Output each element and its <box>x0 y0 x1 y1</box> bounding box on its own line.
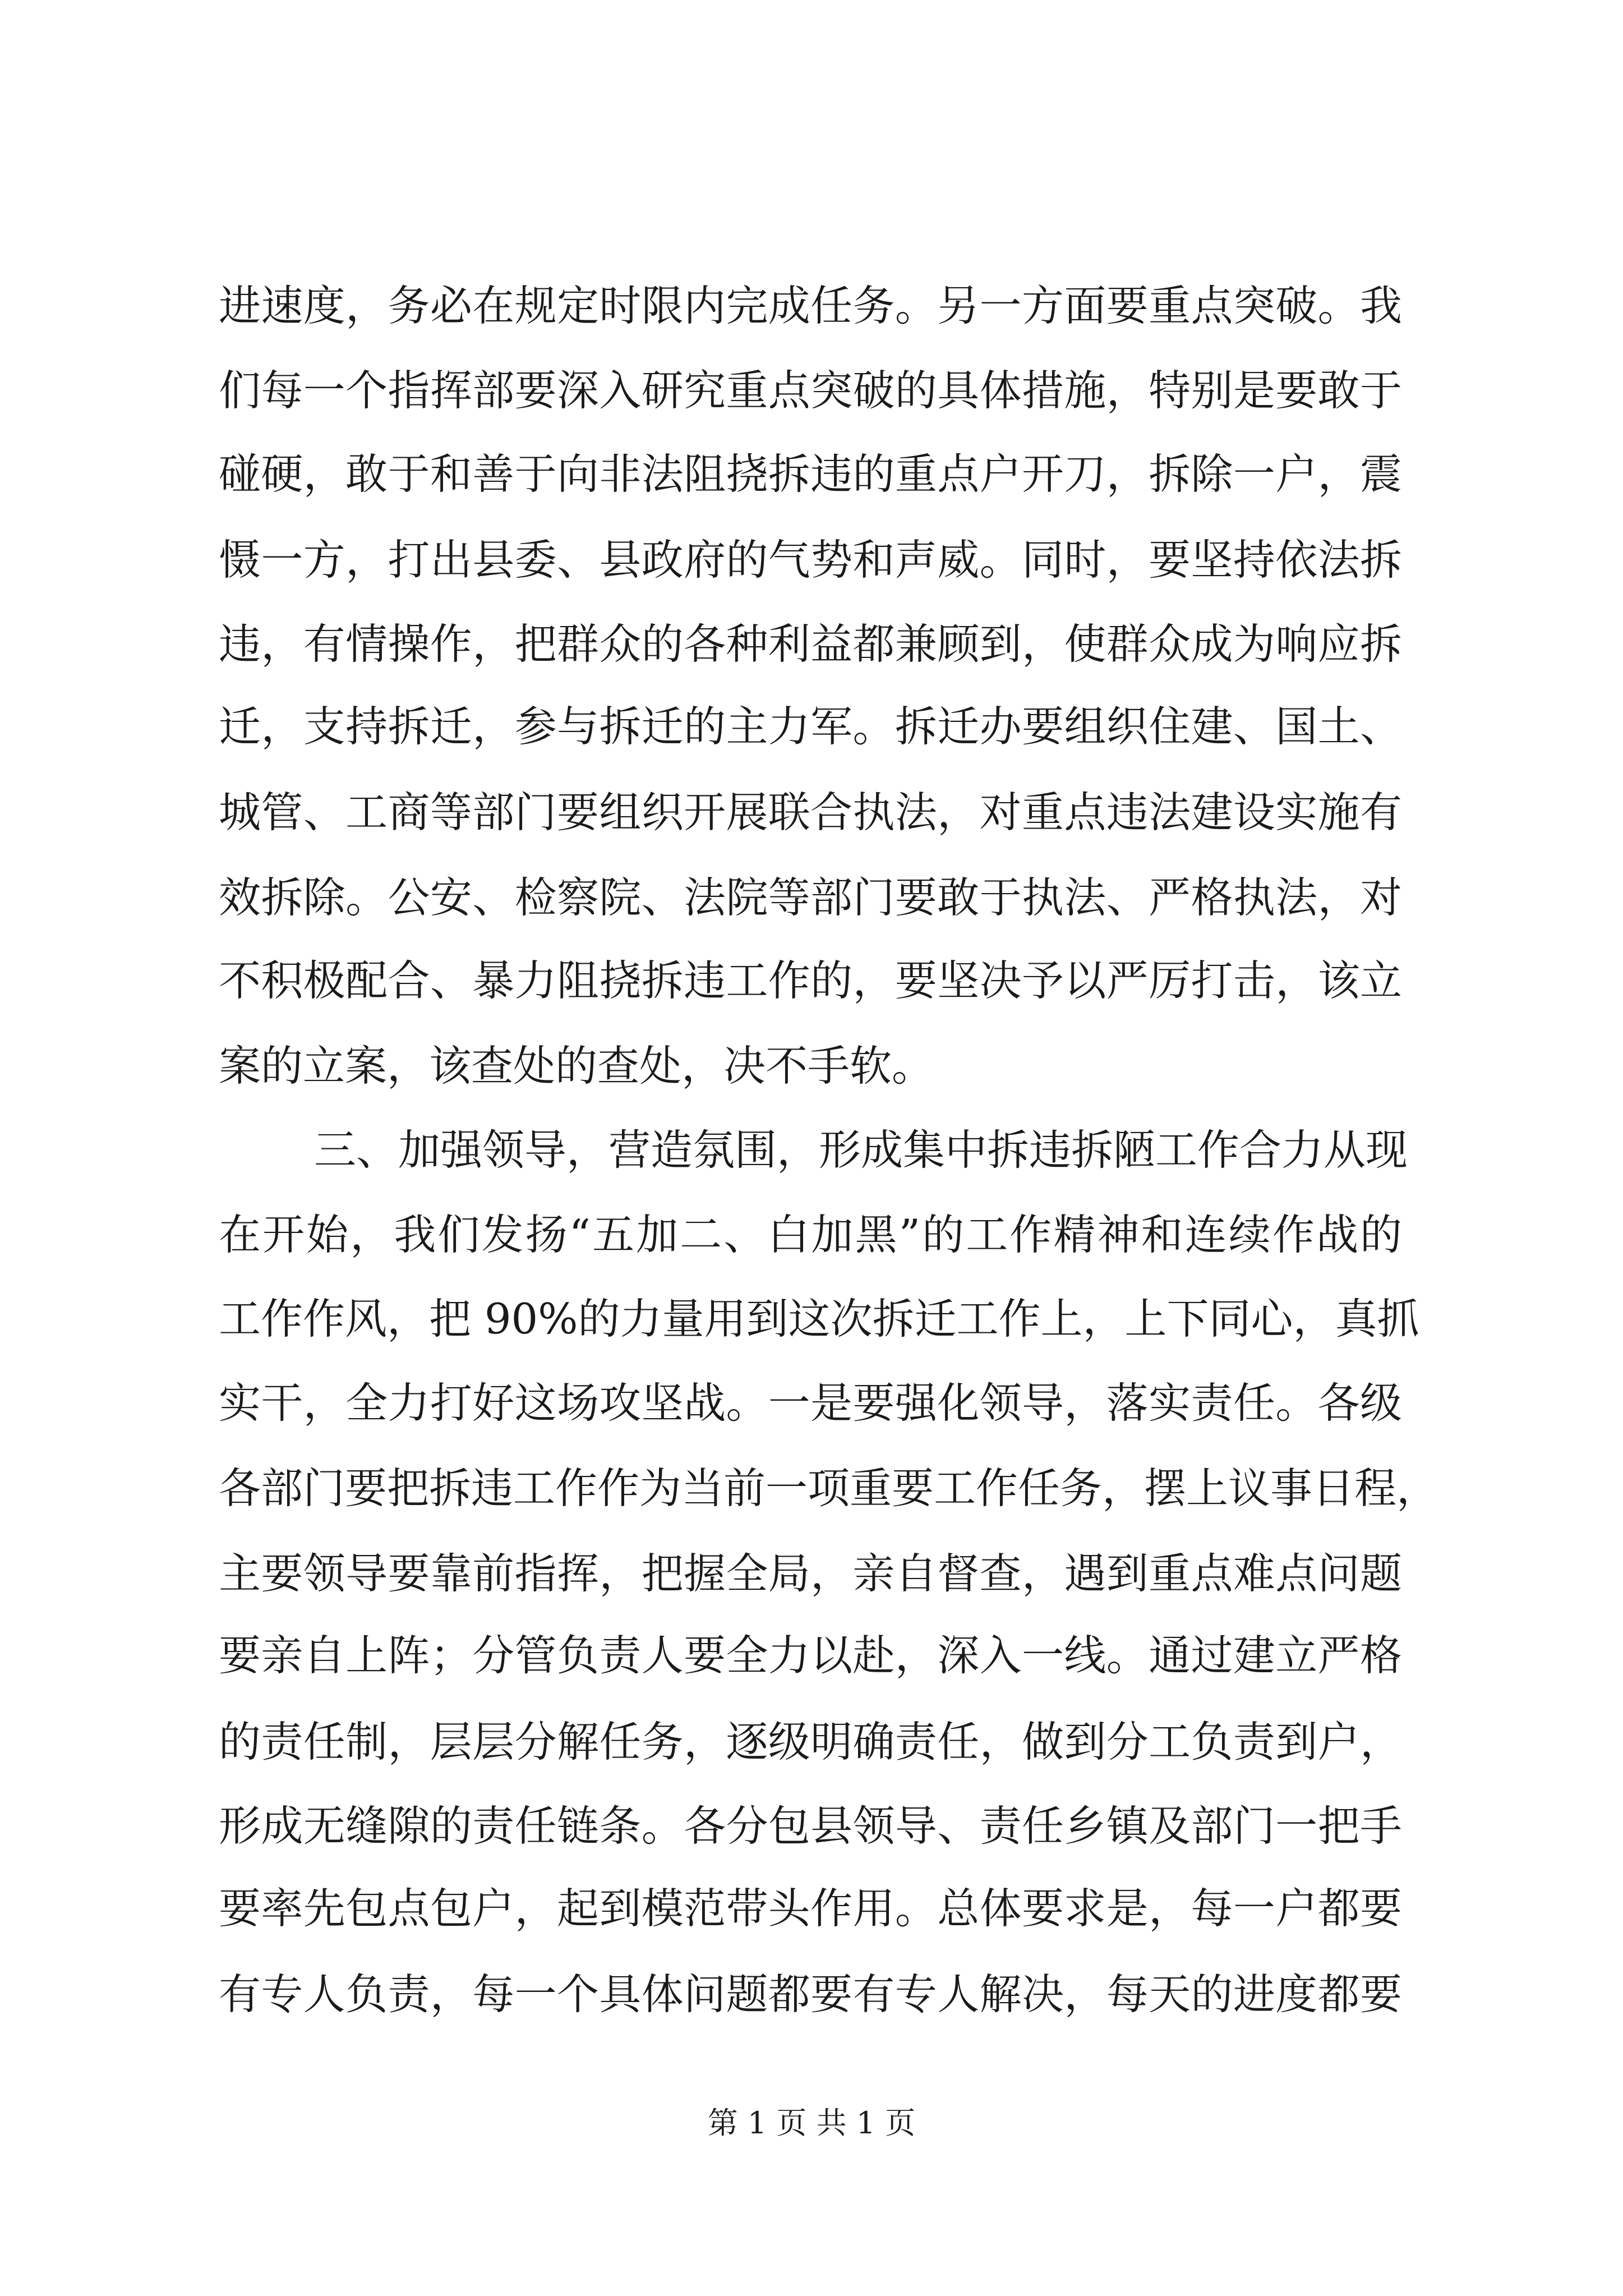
body-text-line <box>0 432 1623 516</box>
body-text-line <box>0 855 1623 940</box>
line-text: 迁，支持拆迁，参与拆迁的主力军。拆迁办要组织住建、国土、 <box>219 702 1402 751</box>
body-text-line <box>0 770 1623 854</box>
body-text-line <box>0 938 1623 1023</box>
page-footer: 第 1 页 共 1 页 <box>707 2105 916 2141</box>
body-text-line <box>0 1531 1623 1616</box>
line-text: 进速度，务必在规定时限内完成任务。另一方面要重点突破。我 <box>219 281 1402 330</box>
line-text: 主要领导要靠前指挥，把握全局，亲自督查，遇到重点难点问题 <box>219 1549 1402 1598</box>
body-text-line <box>0 1952 1623 2036</box>
body-text-line <box>0 1277 1623 1361</box>
body-text-line <box>0 684 1623 769</box>
line-text: 城管、工商等部门要组织开展联合执法，对重点违法建设实施有 <box>219 788 1402 837</box>
body-text-line <box>0 1193 1623 1277</box>
line-text: 实干，全力打好这场攻坚战。一是要强化领导，落实责任。各级 <box>219 1378 1402 1428</box>
line-text: 形成无缝隙的责任链条。各分包县领导、责任乡镇及部门一把手 <box>219 1801 1402 1851</box>
body-text-line <box>0 1446 1623 1530</box>
body-text-line <box>0 1361 1623 1445</box>
line-text: 要亲自上阵；分管负责人要全力以赴，深入一线。通过建立严格 <box>219 1631 1402 1680</box>
body-text-line <box>0 264 1623 348</box>
line-text: 工作作风，把 90%的力量用到这次拆迁工作上，上下同心，真抓 <box>219 1294 1419 1343</box>
body-text-line <box>0 602 1623 686</box>
line-text: 碰硬，敢于和善于向非法阻挠拆违的重点户开刀，拆除一户，震 <box>219 449 1402 499</box>
line-text: 案的立案，该查处的查处，决不手软。 <box>219 1041 934 1091</box>
line-text: 在开始，我们发扬“五加二、白加黑”的工作精神和连续作战的 <box>219 1210 1402 1259</box>
body-text-line <box>0 1024 1623 1108</box>
line-text: 慑一方，打出县委、县政府的气势和声威。同时，要坚持依法拆 <box>219 535 1402 585</box>
line-text: 效拆除。公安、检察院、法院等部门要敢于执法、严格执法，对 <box>219 873 1402 922</box>
body-text-line <box>0 518 1623 602</box>
line-text: 们每一个指挥部要深入研究重点突破的具体措施，特别是要敢于 <box>219 366 1402 415</box>
body-text-line <box>0 1700 1623 1784</box>
line-text: 要率先包点包户，起到模范带头作用。总体要求是，每一户都要 <box>219 1884 1402 1933</box>
body-text-line <box>0 1613 1623 1697</box>
line-text: 各部门要把拆违工作作为当前一项重要工作任务，摆上议事日程， <box>219 1464 1439 1513</box>
line-text: 的责任制，层层分解任务，逐级明确责任，做到分工负责到户， <box>219 1717 1402 1766</box>
body-text-line <box>0 1866 1623 1950</box>
line-text: 三、加强领导，营造氛围，形成集中拆违拆陋工作合力从现 <box>314 1125 1408 1175</box>
line-text: 不积极配合、暴力阻挠拆违工作的，要坚决予以严厉打击，该立 <box>219 956 1402 1005</box>
line-text: 有专人负责，每一个具体问题都要有专人解决，每天的进度都要 <box>219 1970 1402 2019</box>
body-text-line <box>0 1784 1623 1868</box>
line-text: 违，有情操作，把群众的各种利益都兼顾到，使群众成为响应拆 <box>219 619 1402 669</box>
body-text-line <box>0 348 1623 432</box>
section-heading-line <box>0 1108 1623 1192</box>
